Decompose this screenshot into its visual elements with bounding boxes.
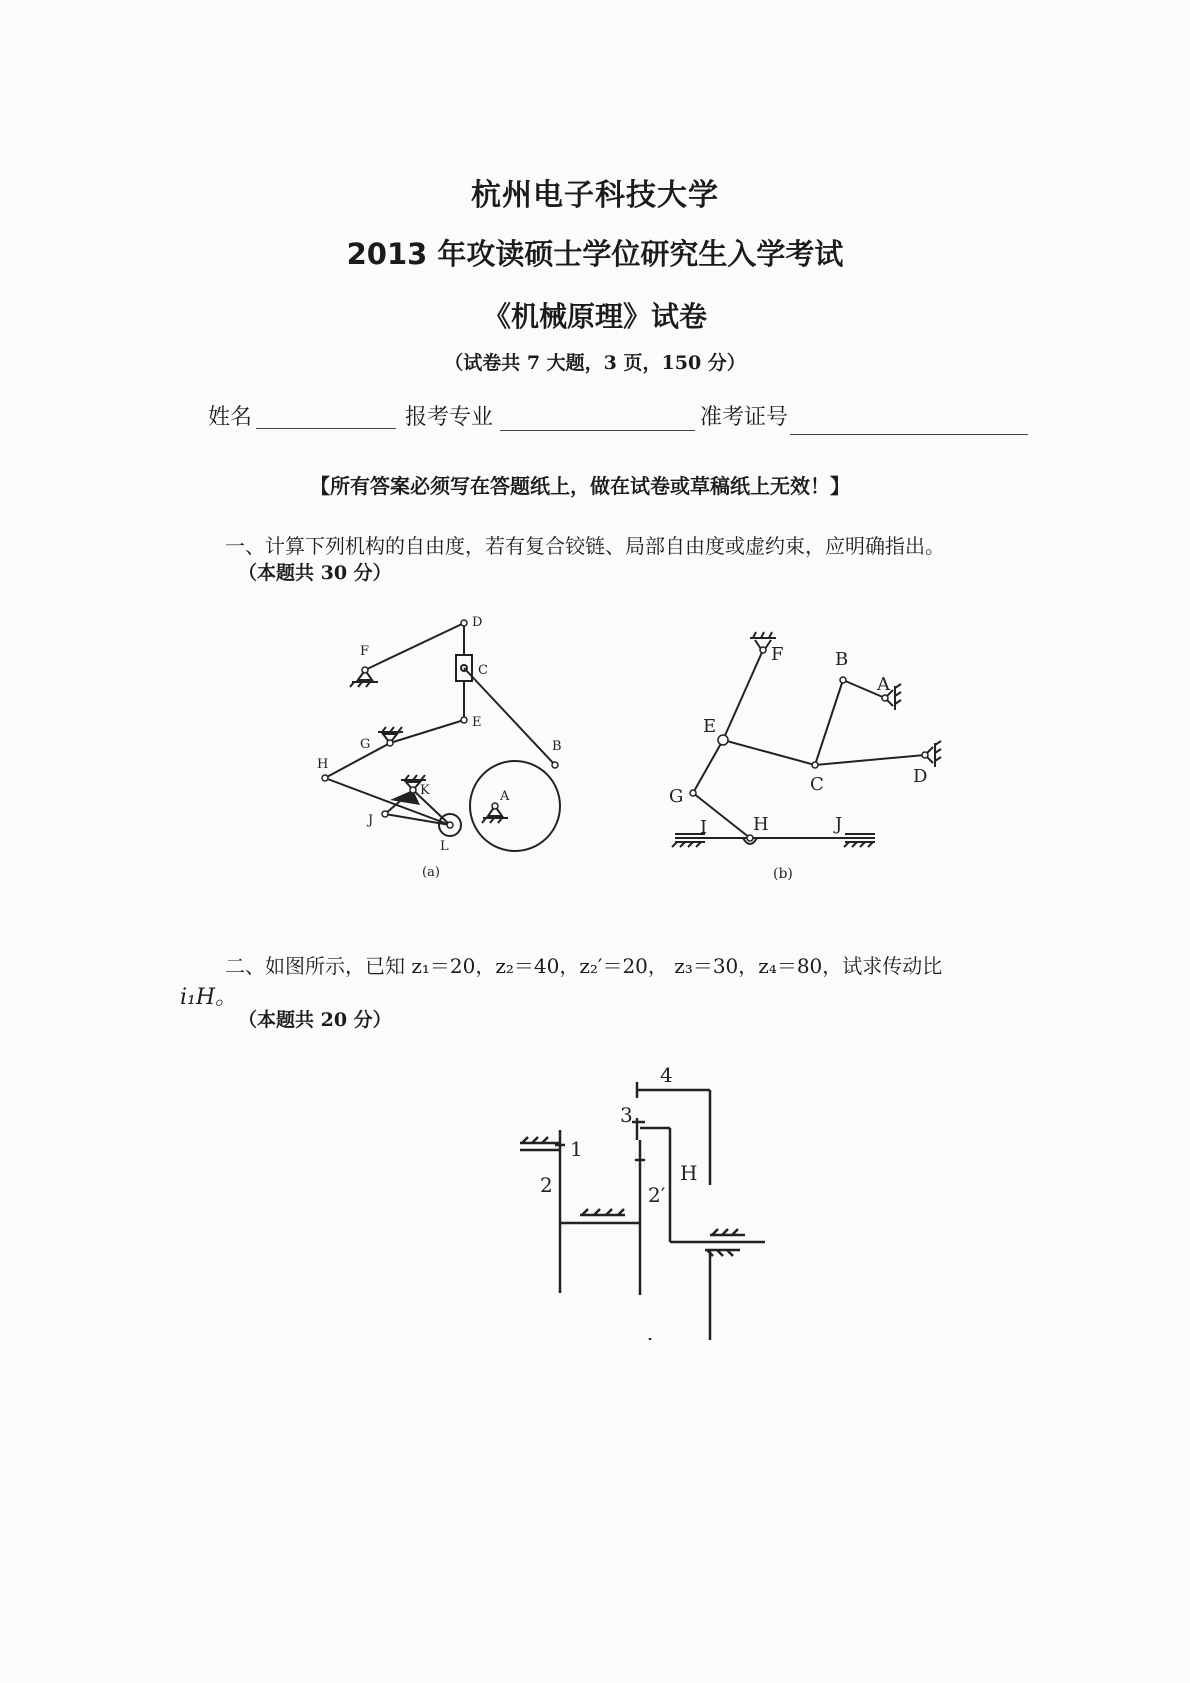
- gear-label-4: 4: [660, 1063, 673, 1087]
- name-label: 姓名: [208, 405, 253, 430]
- name-blank: [256, 428, 396, 429]
- fig-a-label-j: J: [368, 813, 374, 828]
- fig-a-label-e: E: [472, 715, 482, 730]
- subject-title: 《机械原理》试卷: [482, 300, 707, 333]
- fig-b-label-b: B: [835, 649, 849, 670]
- question-2-text: 二、如图所示，已知 z₁＝20，z₂＝40，z₂′＝20， z₃＝30，z₄＝80，试求传动比: [225, 954, 943, 978]
- exam-title: 2013 年攻读硕士学位研究生入学考试: [346, 237, 844, 271]
- answer-notice: 【所有答案必须写在答题纸上，做在试卷或草稿纸上无效！】: [310, 474, 850, 498]
- fig-a-label-d: D: [472, 615, 483, 630]
- fig-a-label-g: G: [360, 737, 371, 752]
- mechanism-figure-b: [655, 610, 955, 890]
- fig-b-label-f: F: [771, 644, 784, 665]
- fig-b-label-i: I: [700, 817, 708, 838]
- gear-label-h: H: [680, 1161, 698, 1185]
- fig-a-label-b: B: [552, 739, 562, 754]
- fig-b-label-g: G: [669, 786, 684, 807]
- fig-a-caption: (a): [422, 865, 440, 880]
- fig-a-label-h: H: [317, 757, 329, 772]
- question-1-text: 一、计算下列机构的自由度，若有复合铰链、局部自由度或虚约束，应明确指出。: [225, 534, 945, 558]
- ticket-blank: [790, 434, 1028, 435]
- fig-b-label-h: H: [753, 814, 769, 835]
- question-1-points: （本题共 30 分）: [238, 562, 392, 584]
- fig-b-label-c: C: [810, 774, 824, 795]
- fig-b-label-j: J: [835, 814, 843, 835]
- gear-label-2: 2: [540, 1173, 553, 1197]
- fig-a-label-a: A: [500, 789, 510, 804]
- question-2-handwritten: i₁H。: [180, 985, 238, 1010]
- university-title: 杭州电子科技大学: [471, 178, 719, 213]
- mechanism-figure-a: [310, 610, 580, 890]
- fig-a-label-f: F: [360, 644, 370, 659]
- gear-train-diagram: [500, 1060, 800, 1340]
- gear-label-1: 1: [570, 1137, 583, 1161]
- fig-a-label-l: L: [440, 839, 449, 854]
- fig-b-label-e: E: [703, 716, 717, 737]
- fig-b-caption: (b): [773, 866, 793, 882]
- fig-b-label-a: A: [877, 674, 890, 695]
- fig-a-label-c: C: [478, 663, 488, 678]
- gear-label-3: 3: [620, 1103, 633, 1127]
- major-blank: [500, 430, 695, 431]
- exam-summary: （试卷共 7 大题，3 页，150 分）: [444, 352, 746, 374]
- question-2-points: （本题共 20 分）: [238, 1009, 392, 1031]
- gear-label-2-prime: 2′: [648, 1183, 666, 1207]
- fig-b-label-d: D: [913, 766, 928, 787]
- ticket-label: 准考证号: [700, 405, 789, 430]
- fig-a-label-k: K: [420, 783, 430, 798]
- major-label: 报考专业: [405, 405, 494, 430]
